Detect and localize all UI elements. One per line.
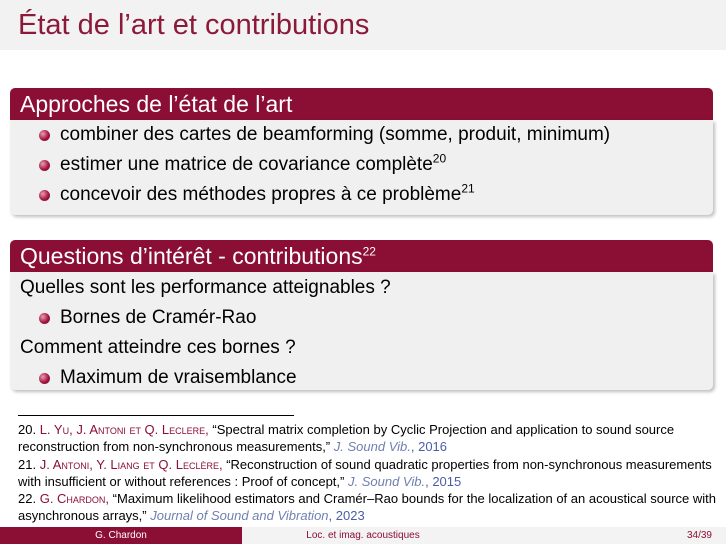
footnote-ref[interactable]: 22 xyxy=(362,244,376,259)
slide-footer xyxy=(0,527,726,544)
contributions-header xyxy=(10,240,713,272)
bullet-icon xyxy=(39,313,50,324)
footnote-20 xyxy=(18,421,718,455)
footnote-authors: J. Antoni, Y. Liang et Q. Leclère, xyxy=(39,457,223,472)
footnote-ref[interactable]: 20 xyxy=(432,151,447,166)
footnote-21 xyxy=(18,456,718,490)
footnote-journal[interactable]: J. Sound Vib. xyxy=(348,474,426,489)
footer-title: Loc. et imag. acoustiques xyxy=(242,527,484,544)
footnote-title: “Spectral matrix completion by Cyclic Projection and application to sound source reconstruction from non-synchronous measurements,” xyxy=(18,422,675,454)
list-item-text: concevoir des méthodes propres à ce problème xyxy=(60,184,462,205)
bullet-icon xyxy=(39,160,50,171)
footnote-journal[interactable]: J. Sound Vib. xyxy=(333,439,411,454)
answer-1: Bornes de Cramér-Rao xyxy=(60,307,257,328)
footnote-22 xyxy=(18,490,718,524)
bullet-icon xyxy=(39,130,50,141)
list-item-text: combiner des cartes de beamforming (somme, produit, minimum) xyxy=(60,124,611,145)
footnote-year: , 2016 xyxy=(410,439,448,454)
bullet-icon xyxy=(39,190,50,201)
footnote-title: “Maximum likelihood estimators and Cramér–Rao bounds for the localization of an acoustical source with asynchronous arrays,” xyxy=(18,491,717,523)
question-2: Comment atteindre ces bornes ? xyxy=(20,337,296,358)
footer-author: G. Chardon xyxy=(0,527,242,544)
footnote-year: , 2015 xyxy=(425,474,462,489)
title-bar xyxy=(0,0,726,50)
contributions-header-text: Questions d’intérêt - contributions xyxy=(20,243,363,269)
footnote-authors: L. Yu, J. Antoni et Q. Leclere, xyxy=(39,422,209,437)
footnote-divider xyxy=(18,415,294,416)
footnote-number: 21. xyxy=(18,457,37,472)
footnote-journal[interactable]: Journal of Sound and Vibration xyxy=(150,508,329,523)
page-number: 34/39 xyxy=(686,530,712,541)
footnote-number: 20. xyxy=(18,422,37,437)
bullet-icon xyxy=(39,373,50,384)
footnote-ref[interactable]: 21 xyxy=(461,181,475,196)
footer-page xyxy=(484,527,726,544)
list-item xyxy=(60,181,475,206)
answer-2: Maximum de vraisemblance xyxy=(60,367,297,388)
question-1: Quelles sont les performance atteignables ? xyxy=(20,277,391,298)
footnote-authors: G. Chardon, xyxy=(39,491,110,506)
list-item xyxy=(60,151,447,176)
state-of-art-header: Approches de l’état de l’art xyxy=(10,88,713,120)
footnote-title: “Reconstruction of sound quadratic properties from non-synchronous measurements with insufficient or without references : Proof of concept,” xyxy=(18,457,712,489)
list-item-text: estimer une matrice de covariance complète xyxy=(60,154,433,175)
footnote-year: , 2023 xyxy=(328,508,365,523)
list-item xyxy=(60,124,610,146)
footnote-number: 22. xyxy=(18,491,37,506)
page-title: État de l’art et contributions xyxy=(18,9,370,41)
